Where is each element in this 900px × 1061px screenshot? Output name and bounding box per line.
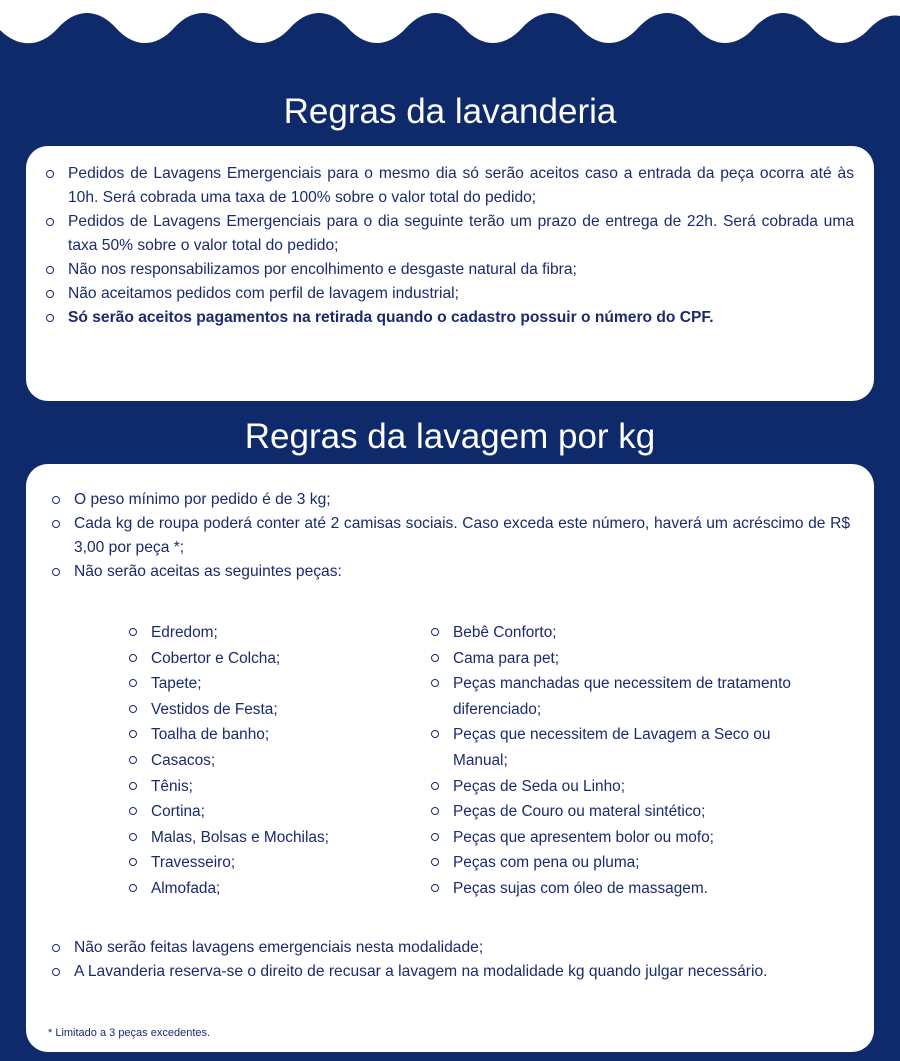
excluded-item: Malas, Bolsas e Mochilas;	[151, 825, 421, 851]
excluded-item: Casacos;	[151, 748, 421, 774]
rule-item: Só serão aceitos pagamentos na retirada quando o cadastro possuir o número do CPF.	[68, 306, 854, 330]
rule-item: Não nos responsabilizamos por encolhimento e desgaste natural da fibra;	[68, 258, 854, 282]
section-title-kg-rules: Regras da lavagem por kg	[244, 417, 656, 456]
rule-item: Não aceitamos pedidos com perfil de lavagem industrial;	[68, 282, 854, 306]
excluded-item: Peças que apresentem bolor ou mofo;	[453, 825, 798, 851]
excluded-item: Tapete;	[151, 671, 421, 697]
excluded-item: Cortina;	[151, 799, 421, 825]
kg-closing-rules-list	[74, 936, 850, 984]
rule-item: Não serão feitas lavagens emergenciais nesta modalidade;	[74, 936, 850, 960]
excluded-item: Vestidos de Festa;	[151, 697, 421, 723]
excluded-item: Peças com pena ou pluma;	[453, 850, 798, 876]
excluded-item: Peças de Couro ou materal sintético;	[453, 799, 798, 825]
excluded-item: Bebê Conforto;	[453, 620, 798, 646]
section-title-laundry-rules: Regras da lavanderia	[283, 92, 617, 131]
excluded-item: Cobertor e Colcha;	[151, 646, 421, 672]
excluded-item: Edredom;	[151, 620, 421, 646]
rule-item: Cada kg de roupa poderá conter até 2 camisas sociais. Caso exceda este número, haverá um acréscimo de R$ 3,00 por peça *;	[74, 512, 850, 560]
rule-item: Pedidos de Lavagens Emergenciais para o mesmo dia só serão aceitos caso a entrada da peça ocorra até às 10h. Será cobrada uma taxa de 100% sobre o valor total do pedido;	[68, 162, 854, 210]
excluded-item: Peças que necessitem de Lavagem a Seco ou Manual;	[453, 722, 798, 773]
excluded-item: Cama para pet;	[453, 646, 798, 672]
excluded-item: Peças de Seda ou Linho;	[453, 774, 798, 800]
laundry-rules-list	[68, 162, 854, 330]
excluded-item: Travesseiro;	[151, 850, 421, 876]
rule-item: A Lavanderia reserva-se o direito de recusar a lavagem na modalidade kg quando julgar necessário.	[74, 960, 850, 984]
excluded-item: Almofada;	[151, 876, 421, 902]
footnote: * Limitado a 3 peças excedentes.	[48, 1027, 211, 1039]
rule-item: Não serão aceitas as seguintes peças:	[74, 560, 850, 584]
excluded-item: Peças sujas com óleo de massagem.	[453, 876, 798, 902]
excluded-items-left-column	[151, 620, 421, 902]
rule-item: O peso mínimo por pedido é de 3 kg;	[74, 488, 850, 512]
rule-item: Pedidos de Lavagens Emergenciais para o dia seguinte terão um prazo de entrega de 22h. Será cobrada uma taxa 50% sobre o valor total do pedido;	[68, 210, 854, 258]
excluded-item: Toalha de banho;	[151, 722, 421, 748]
kg-rules-list	[74, 488, 850, 584]
excluded-item: Peças manchadas que necessitem de tratamento diferenciado;	[453, 671, 798, 722]
excluded-items-right-column	[453, 620, 798, 902]
excluded-item: Tênis;	[151, 774, 421, 800]
